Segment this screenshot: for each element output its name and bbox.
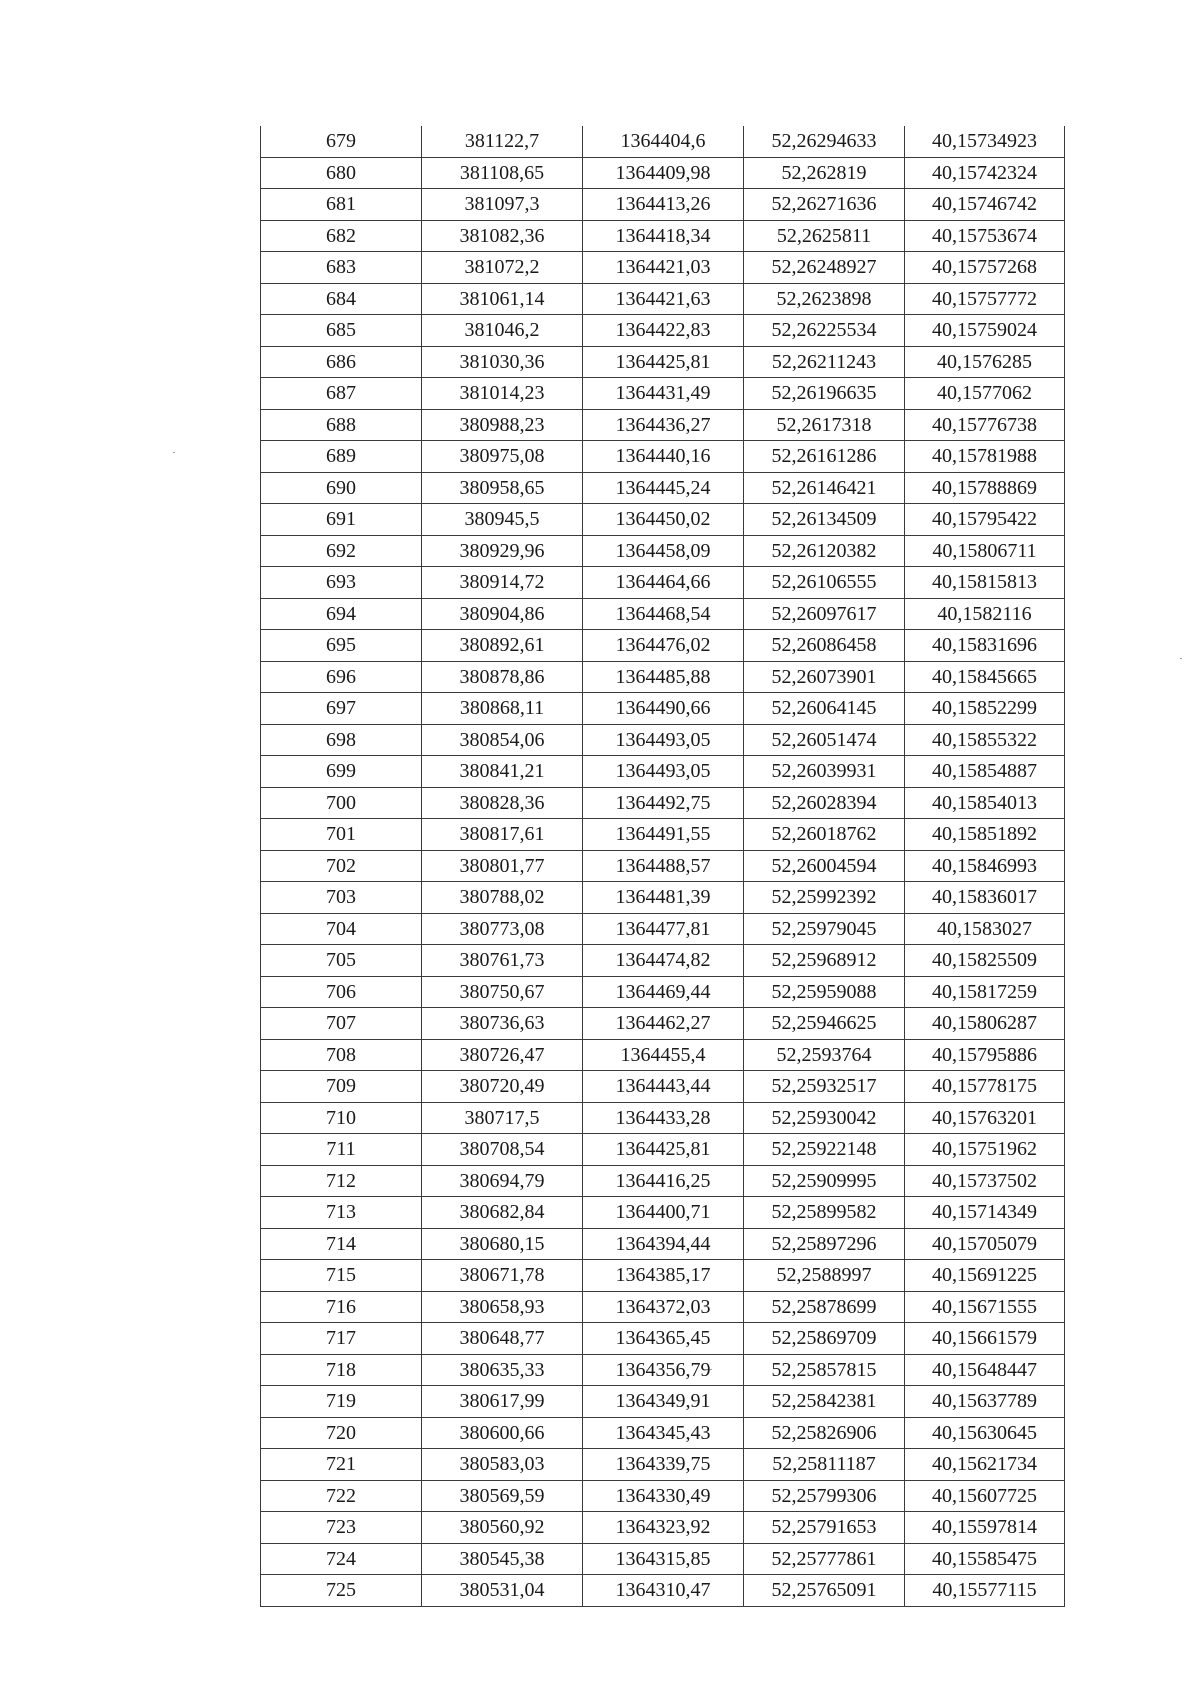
x-coordinate-cell: 380560,92	[422, 1512, 583, 1544]
y-coordinate-cell: 1364422,83	[583, 315, 744, 347]
x-coordinate-cell: 380841,21	[422, 756, 583, 788]
longitude-cell: 40,15788869	[905, 472, 1065, 504]
table-row	[261, 1512, 1065, 1544]
longitude-cell: 40,1583027	[905, 913, 1065, 945]
latitude-cell: 52,25791653	[744, 1512, 905, 1544]
x-coordinate-cell: 380671,78	[422, 1260, 583, 1292]
x-coordinate-cell: 380635,33	[422, 1354, 583, 1386]
y-coordinate-cell: 1364416,25	[583, 1165, 744, 1197]
point-number-cell: 714	[261, 1228, 422, 1260]
point-number-cell: 681	[261, 189, 422, 221]
longitude-cell: 40,15795422	[905, 504, 1065, 536]
table-row	[261, 283, 1065, 315]
y-coordinate-cell: 1364400,71	[583, 1197, 744, 1229]
point-number-cell: 704	[261, 913, 422, 945]
y-coordinate-cell: 1364421,63	[583, 283, 744, 315]
table-row	[261, 724, 1065, 756]
longitude-cell: 40,15806287	[905, 1008, 1065, 1040]
longitude-cell: 40,15806711	[905, 535, 1065, 567]
latitude-cell: 52,25826906	[744, 1417, 905, 1449]
latitude-cell: 52,25922148	[744, 1134, 905, 1166]
table-row	[261, 1039, 1065, 1071]
x-coordinate-cell: 380773,08	[422, 913, 583, 945]
y-coordinate-cell: 1364365,45	[583, 1323, 744, 1355]
longitude-cell: 40,15776738	[905, 409, 1065, 441]
table-row	[261, 945, 1065, 977]
point-number-cell: 692	[261, 535, 422, 567]
point-number-cell: 680	[261, 157, 422, 189]
latitude-cell: 52,26039931	[744, 756, 905, 788]
y-coordinate-cell: 1364464,66	[583, 567, 744, 599]
x-coordinate-cell: 380720,49	[422, 1071, 583, 1103]
latitude-cell: 52,2617318	[744, 409, 905, 441]
table-row	[261, 220, 1065, 252]
table-row	[261, 252, 1065, 284]
longitude-cell: 40,15742324	[905, 157, 1065, 189]
point-number-cell: 693	[261, 567, 422, 599]
point-number-cell: 701	[261, 819, 422, 851]
x-coordinate-cell: 380988,23	[422, 409, 583, 441]
point-number-cell: 679	[261, 126, 422, 157]
x-coordinate-cell: 380736,63	[422, 1008, 583, 1040]
point-number-cell: 695	[261, 630, 422, 662]
table-row	[261, 1102, 1065, 1134]
x-coordinate-cell: 380708,54	[422, 1134, 583, 1166]
point-number-cell: 715	[261, 1260, 422, 1292]
longitude-cell: 40,15714349	[905, 1197, 1065, 1229]
x-coordinate-cell: 380648,77	[422, 1323, 583, 1355]
point-number-cell: 713	[261, 1197, 422, 1229]
point-number-cell: 722	[261, 1480, 422, 1512]
table-row	[261, 189, 1065, 221]
table-row	[261, 819, 1065, 851]
point-number-cell: 720	[261, 1417, 422, 1449]
table-row	[261, 1575, 1065, 1607]
table-row	[261, 1386, 1065, 1418]
longitude-cell: 40,1576285	[905, 346, 1065, 378]
longitude-cell: 40,15815813	[905, 567, 1065, 599]
longitude-cell: 40,15795886	[905, 1039, 1065, 1071]
point-number-cell: 682	[261, 220, 422, 252]
x-coordinate-cell: 380617,99	[422, 1386, 583, 1418]
latitude-cell: 52,26211243	[744, 346, 905, 378]
latitude-cell: 52,25777861	[744, 1543, 905, 1575]
table-row	[261, 126, 1065, 157]
longitude-cell: 40,15661579	[905, 1323, 1065, 1355]
longitude-cell: 40,15817259	[905, 976, 1065, 1008]
longitude-cell: 40,15630645	[905, 1417, 1065, 1449]
longitude-cell: 40,15637789	[905, 1386, 1065, 1418]
y-coordinate-cell: 1364356,79	[583, 1354, 744, 1386]
x-coordinate-cell: 380658,93	[422, 1291, 583, 1323]
latitude-cell: 52,25842381	[744, 1386, 905, 1418]
latitude-cell: 52,26028394	[744, 787, 905, 819]
point-number-cell: 725	[261, 1575, 422, 1607]
longitude-cell: 40,15846993	[905, 850, 1065, 882]
longitude-cell: 40,15825509	[905, 945, 1065, 977]
table-row	[261, 378, 1065, 410]
point-number-cell: 696	[261, 661, 422, 693]
longitude-cell: 40,15757772	[905, 283, 1065, 315]
point-number-cell: 712	[261, 1165, 422, 1197]
x-coordinate-cell: 380801,77	[422, 850, 583, 882]
y-coordinate-cell: 1364385,17	[583, 1260, 744, 1292]
latitude-cell: 52,25857815	[744, 1354, 905, 1386]
point-number-cell: 688	[261, 409, 422, 441]
y-coordinate-cell: 1364462,27	[583, 1008, 744, 1040]
y-coordinate-cell: 1364488,57	[583, 850, 744, 882]
y-coordinate-cell: 1364477,81	[583, 913, 744, 945]
latitude-cell: 52,25946625	[744, 1008, 905, 1040]
y-coordinate-cell: 1364492,75	[583, 787, 744, 819]
table-row	[261, 1543, 1065, 1575]
y-coordinate-cell: 1364474,82	[583, 945, 744, 977]
point-number-cell: 708	[261, 1039, 422, 1071]
latitude-cell: 52,25799306	[744, 1480, 905, 1512]
longitude-cell: 40,15778175	[905, 1071, 1065, 1103]
y-coordinate-cell: 1364443,44	[583, 1071, 744, 1103]
latitude-cell: 52,25979045	[744, 913, 905, 945]
x-coordinate-cell: 380868,11	[422, 693, 583, 725]
x-coordinate-cell: 380914,72	[422, 567, 583, 599]
table-row	[261, 1165, 1065, 1197]
longitude-cell: 40,15852299	[905, 693, 1065, 725]
x-coordinate-cell: 380958,65	[422, 472, 583, 504]
x-coordinate-cell: 380904,86	[422, 598, 583, 630]
latitude-cell: 52,25811187	[744, 1449, 905, 1481]
longitude-cell: 40,15746742	[905, 189, 1065, 221]
coordinates-table	[260, 126, 1065, 1607]
longitude-cell: 40,15737502	[905, 1165, 1065, 1197]
table-row	[261, 1417, 1065, 1449]
x-coordinate-cell: 381097,3	[422, 189, 583, 221]
table-row	[261, 346, 1065, 378]
point-number-cell: 700	[261, 787, 422, 819]
longitude-cell: 40,15751962	[905, 1134, 1065, 1166]
longitude-cell: 40,1582116	[905, 598, 1065, 630]
point-number-cell: 710	[261, 1102, 422, 1134]
point-number-cell: 684	[261, 283, 422, 315]
table-row	[261, 913, 1065, 945]
latitude-cell: 52,26097617	[744, 598, 905, 630]
y-coordinate-cell: 1364339,75	[583, 1449, 744, 1481]
x-coordinate-cell: 380750,67	[422, 976, 583, 1008]
x-coordinate-cell: 380600,66	[422, 1417, 583, 1449]
y-coordinate-cell: 1364330,49	[583, 1480, 744, 1512]
longitude-cell: 40,15845665	[905, 661, 1065, 693]
y-coordinate-cell: 1364493,05	[583, 756, 744, 788]
latitude-cell: 52,26161286	[744, 441, 905, 473]
latitude-cell: 52,26146421	[744, 472, 905, 504]
longitude-cell: 40,15753674	[905, 220, 1065, 252]
table-row	[261, 598, 1065, 630]
point-number-cell: 687	[261, 378, 422, 410]
y-coordinate-cell: 1364440,16	[583, 441, 744, 473]
latitude-cell: 52,26106555	[744, 567, 905, 599]
table-row	[261, 535, 1065, 567]
table-row	[261, 1260, 1065, 1292]
table-row	[261, 1480, 1065, 1512]
point-number-cell: 723	[261, 1512, 422, 1544]
y-coordinate-cell: 1364394,44	[583, 1228, 744, 1260]
table-row	[261, 1354, 1065, 1386]
x-coordinate-cell: 381082,36	[422, 220, 583, 252]
x-coordinate-cell: 381046,2	[422, 315, 583, 347]
x-coordinate-cell: 380694,79	[422, 1165, 583, 1197]
x-coordinate-cell: 380878,86	[422, 661, 583, 693]
y-coordinate-cell: 1364468,54	[583, 598, 744, 630]
x-coordinate-cell: 380929,96	[422, 535, 583, 567]
y-coordinate-cell: 1364431,49	[583, 378, 744, 410]
table-row	[261, 1071, 1065, 1103]
coordinates-table-body	[261, 126, 1065, 1606]
x-coordinate-cell: 380726,47	[422, 1039, 583, 1071]
latitude-cell: 52,25930042	[744, 1102, 905, 1134]
x-coordinate-cell: 380680,15	[422, 1228, 583, 1260]
longitude-cell: 40,15597814	[905, 1512, 1065, 1544]
y-coordinate-cell: 1364476,02	[583, 630, 744, 662]
latitude-cell: 52,26086458	[744, 630, 905, 662]
latitude-cell: 52,25897296	[744, 1228, 905, 1260]
point-number-cell: 697	[261, 693, 422, 725]
y-coordinate-cell: 1364433,28	[583, 1102, 744, 1134]
latitude-cell: 52,25968912	[744, 945, 905, 977]
point-number-cell: 699	[261, 756, 422, 788]
y-coordinate-cell: 1364450,02	[583, 504, 744, 536]
x-coordinate-cell: 380761,73	[422, 945, 583, 977]
table-row	[261, 756, 1065, 788]
latitude-cell: 52,25869709	[744, 1323, 905, 1355]
latitude-cell: 52,2625811	[744, 220, 905, 252]
latitude-cell: 52,25959088	[744, 976, 905, 1008]
table-row	[261, 661, 1065, 693]
longitude-cell: 40,15854887	[905, 756, 1065, 788]
x-coordinate-cell: 381014,23	[422, 378, 583, 410]
table-row	[261, 1228, 1065, 1260]
longitude-cell: 40,15836017	[905, 882, 1065, 914]
longitude-cell: 40,15855322	[905, 724, 1065, 756]
latitude-cell: 52,26064145	[744, 693, 905, 725]
longitude-cell: 40,15734923	[905, 126, 1065, 157]
latitude-cell: 52,25992392	[744, 882, 905, 914]
y-coordinate-cell: 1364445,24	[583, 472, 744, 504]
x-coordinate-cell: 380975,08	[422, 441, 583, 473]
longitude-cell: 40,15585475	[905, 1543, 1065, 1575]
latitude-cell: 52,26271636	[744, 189, 905, 221]
longitude-cell: 40,15759024	[905, 315, 1065, 347]
latitude-cell: 52,2623898	[744, 283, 905, 315]
x-coordinate-cell: 380892,61	[422, 630, 583, 662]
table-row	[261, 693, 1065, 725]
x-coordinate-cell: 380945,5	[422, 504, 583, 536]
point-number-cell: 705	[261, 945, 422, 977]
longitude-cell: 40,15781988	[905, 441, 1065, 473]
table-row	[261, 157, 1065, 189]
scan-speck	[173, 452, 175, 453]
y-coordinate-cell: 1364404,6	[583, 126, 744, 157]
y-coordinate-cell: 1364421,03	[583, 252, 744, 284]
x-coordinate-cell: 380583,03	[422, 1449, 583, 1481]
longitude-cell: 40,15577115	[905, 1575, 1065, 1607]
y-coordinate-cell: 1364425,81	[583, 1134, 744, 1166]
point-number-cell: 724	[261, 1543, 422, 1575]
y-coordinate-cell: 1364455,4	[583, 1039, 744, 1071]
x-coordinate-cell: 380682,84	[422, 1197, 583, 1229]
point-number-cell: 698	[261, 724, 422, 756]
point-number-cell: 689	[261, 441, 422, 473]
point-number-cell: 719	[261, 1386, 422, 1418]
point-number-cell: 716	[261, 1291, 422, 1323]
longitude-cell: 40,15854013	[905, 787, 1065, 819]
table-row	[261, 882, 1065, 914]
longitude-cell: 40,15757268	[905, 252, 1065, 284]
x-coordinate-cell: 381072,2	[422, 252, 583, 284]
latitude-cell: 52,26073901	[744, 661, 905, 693]
point-number-cell: 690	[261, 472, 422, 504]
scan-speck	[710, 1369, 712, 1370]
latitude-cell: 52,26294633	[744, 126, 905, 157]
x-coordinate-cell: 381061,14	[422, 283, 583, 315]
point-number-cell: 718	[261, 1354, 422, 1386]
y-coordinate-cell: 1364481,39	[583, 882, 744, 914]
latitude-cell: 52,26134509	[744, 504, 905, 536]
y-coordinate-cell: 1364436,27	[583, 409, 744, 441]
table-row	[261, 1291, 1065, 1323]
latitude-cell: 52,25932517	[744, 1071, 905, 1103]
table-row	[261, 630, 1065, 662]
x-coordinate-cell: 380817,61	[422, 819, 583, 851]
scan-speck	[1180, 658, 1182, 659]
table-row	[261, 504, 1065, 536]
point-number-cell: 685	[261, 315, 422, 347]
table-row	[261, 567, 1065, 599]
longitude-cell: 40,15851892	[905, 819, 1065, 851]
longitude-cell: 40,15831696	[905, 630, 1065, 662]
y-coordinate-cell: 1364413,26	[583, 189, 744, 221]
table-row	[261, 1323, 1065, 1355]
latitude-cell: 52,25899582	[744, 1197, 905, 1229]
latitude-cell: 52,26004594	[744, 850, 905, 882]
longitude-cell: 40,15671555	[905, 1291, 1065, 1323]
x-coordinate-cell: 381108,65	[422, 157, 583, 189]
y-coordinate-cell: 1364425,81	[583, 346, 744, 378]
y-coordinate-cell: 1364490,66	[583, 693, 744, 725]
point-number-cell: 683	[261, 252, 422, 284]
y-coordinate-cell: 1364315,85	[583, 1543, 744, 1575]
table-row	[261, 315, 1065, 347]
longitude-cell: 40,15621734	[905, 1449, 1065, 1481]
point-number-cell: 694	[261, 598, 422, 630]
y-coordinate-cell: 1364491,55	[583, 819, 744, 851]
y-coordinate-cell: 1364372,03	[583, 1291, 744, 1323]
y-coordinate-cell: 1364323,92	[583, 1512, 744, 1544]
y-coordinate-cell: 1364409,98	[583, 157, 744, 189]
point-number-cell: 691	[261, 504, 422, 536]
y-coordinate-cell: 1364349,91	[583, 1386, 744, 1418]
point-number-cell: 707	[261, 1008, 422, 1040]
longitude-cell: 40,15607725	[905, 1480, 1065, 1512]
latitude-cell: 52,26225534	[744, 315, 905, 347]
table-row	[261, 1197, 1065, 1229]
latitude-cell: 52,26248927	[744, 252, 905, 284]
x-coordinate-cell: 380788,02	[422, 882, 583, 914]
table-row	[261, 409, 1065, 441]
x-coordinate-cell: 381030,36	[422, 346, 583, 378]
y-coordinate-cell: 1364469,44	[583, 976, 744, 1008]
latitude-cell: 52,25765091	[744, 1575, 905, 1607]
table-row	[261, 850, 1065, 882]
x-coordinate-cell: 380854,06	[422, 724, 583, 756]
latitude-cell: 52,26196635	[744, 378, 905, 410]
point-number-cell: 711	[261, 1134, 422, 1166]
longitude-cell: 40,15691225	[905, 1260, 1065, 1292]
point-number-cell: 703	[261, 882, 422, 914]
y-coordinate-cell: 1364310,47	[583, 1575, 744, 1607]
point-number-cell: 686	[261, 346, 422, 378]
x-coordinate-cell: 380828,36	[422, 787, 583, 819]
x-coordinate-cell: 380545,38	[422, 1543, 583, 1575]
table-row	[261, 1134, 1065, 1166]
point-number-cell: 709	[261, 1071, 422, 1103]
latitude-cell: 52,2593764	[744, 1039, 905, 1071]
latitude-cell: 52,25878699	[744, 1291, 905, 1323]
x-coordinate-cell: 380717,5	[422, 1102, 583, 1134]
latitude-cell: 52,26051474	[744, 724, 905, 756]
latitude-cell: 52,25909995	[744, 1165, 905, 1197]
point-number-cell: 721	[261, 1449, 422, 1481]
y-coordinate-cell: 1364345,43	[583, 1417, 744, 1449]
point-number-cell: 706	[261, 976, 422, 1008]
longitude-cell: 40,1577062	[905, 378, 1065, 410]
table-row	[261, 1449, 1065, 1481]
latitude-cell: 52,2588997	[744, 1260, 905, 1292]
y-coordinate-cell: 1364418,34	[583, 220, 744, 252]
longitude-cell: 40,15648447	[905, 1354, 1065, 1386]
x-coordinate-cell: 381122,7	[422, 126, 583, 157]
latitude-cell: 52,26018762	[744, 819, 905, 851]
longitude-cell: 40,15705079	[905, 1228, 1065, 1260]
table-row	[261, 976, 1065, 1008]
table-row	[261, 441, 1065, 473]
y-coordinate-cell: 1364458,09	[583, 535, 744, 567]
longitude-cell: 40,15763201	[905, 1102, 1065, 1134]
table-row	[261, 472, 1065, 504]
table-row	[261, 787, 1065, 819]
latitude-cell: 52,262819	[744, 157, 905, 189]
y-coordinate-cell: 1364493,05	[583, 724, 744, 756]
y-coordinate-cell: 1364485,88	[583, 661, 744, 693]
point-number-cell: 702	[261, 850, 422, 882]
x-coordinate-cell: 380531,04	[422, 1575, 583, 1607]
x-coordinate-cell: 380569,59	[422, 1480, 583, 1512]
point-number-cell: 717	[261, 1323, 422, 1355]
latitude-cell: 52,26120382	[744, 535, 905, 567]
table-row	[261, 1008, 1065, 1040]
